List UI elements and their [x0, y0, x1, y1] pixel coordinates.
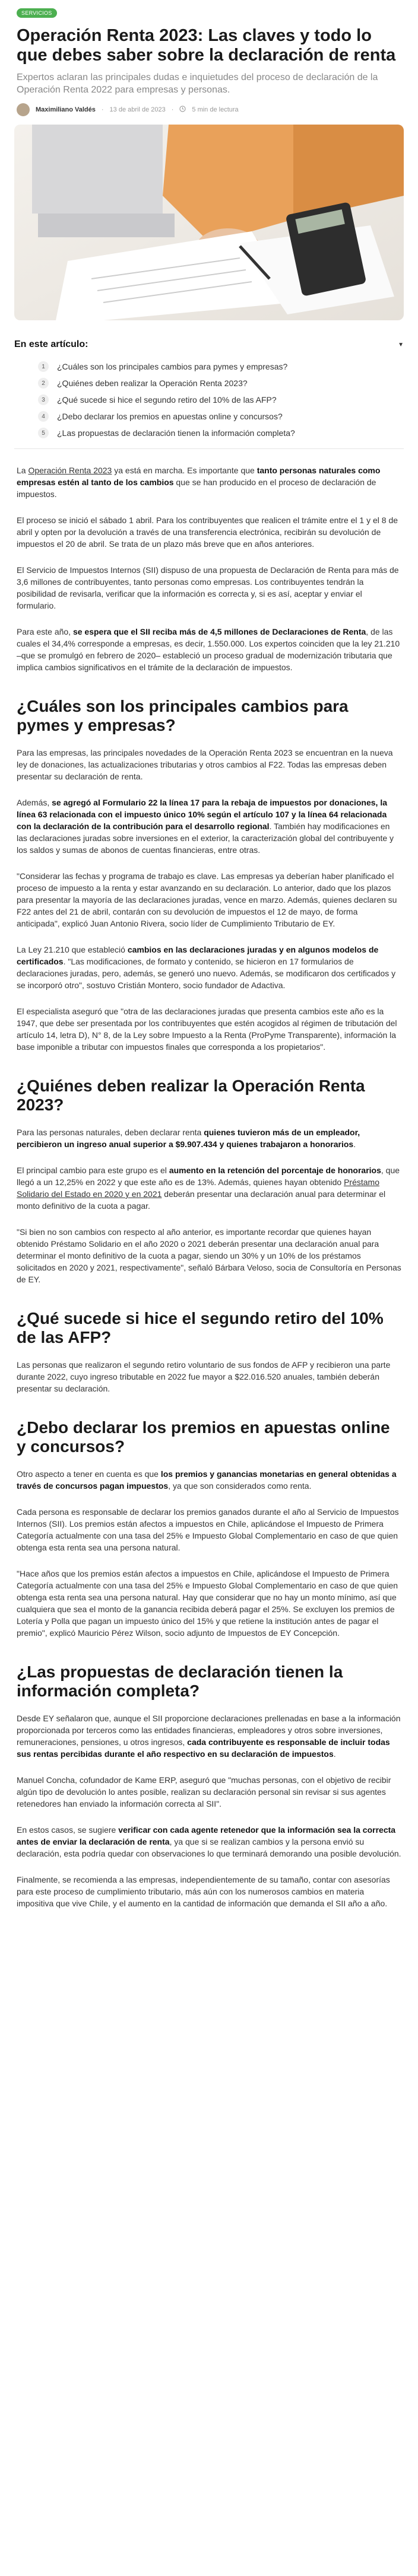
- toc-item-label: ¿Quiénes deben realizar la Operación Renta 2023?: [57, 378, 248, 388]
- toc-item-label: ¿Debo declarar los premios en apuestas online y concursos?: [57, 412, 283, 421]
- chevron-down-icon[interactable]: ▼: [398, 341, 404, 348]
- author-avatar: [17, 103, 30, 116]
- toc-list: [14, 358, 404, 441]
- paragraph: Cada persona es responsable de declarar los premios ganados durante el año al Servicio de Impuestos Internos (SII). Los premios están afectos a impuestos en Chile, aplicándose el Impuesto de Primera Categoría actualmente con una tasa del 25% e Impuesto Global Complementario en caso de que quien obtenga esta renta sea una persona natural.: [17, 1507, 399, 1552]
- toc-number: 1: [38, 361, 49, 372]
- publish-date: 13 de abril de 2023: [109, 106, 166, 113]
- meta-separator: ·: [101, 106, 104, 113]
- toc-item[interactable]: [38, 358, 404, 375]
- article-title: Operación Renta 2023: Las claves y todo lo que debes saber sobre la declaración de renta: [17, 26, 396, 65]
- prestamo-solidario-link[interactable]: Préstamo Solidario del Estado en 2020 y en 2021: [17, 1177, 380, 1199]
- hero-image: [14, 125, 404, 320]
- paragraph: El Servicio de Impuestos Internos (SII) dispuso de una propuesta de Declaración de Renta para más de 3,6 millones de contribuyentes, tanto personas como empresas. Los contribuyentes tendrán la posibilidad de revisarla, verificar que la información es correcta y, si es así, aceptar y enviar el formulario.: [17, 565, 399, 610]
- section-heading: ¿Qué sucede si hice el segundo retiro del 10% de las AFP?: [17, 1309, 384, 1346]
- paragraph: Para las empresas, las principales novedades de la Operación Renta 2023 se encuentran en la nueva ley de donaciones, las actualizaciones tributarias y otros cambios al F22. Todas las empresas deben presentar su declaración de renta.: [17, 748, 393, 781]
- paragraph: El especialista aseguró que "otra de las declaraciones juradas que presenta cambios este año es la 1947, que debe ser presentada por los contribuyentes que estén acogidos al régimen de tributación del artículo 14, letra D), N° 8, de la Ley sobre Impuesto a la Renta (ProPyme Transparente), información la base imponible a tributar con impuestos finales que corresponda a los propietarios".: [17, 1007, 397, 1052]
- toc-number: 3: [38, 394, 49, 405]
- table-of-contents: [14, 336, 404, 449]
- section-heading: ¿Quiénes deben realizar la Operación Renta 2023?: [17, 1077, 365, 1114]
- toc-item[interactable]: [38, 375, 404, 391]
- toc-item-label: ¿Las propuestas de declaración tienen la información completa?: [57, 428, 295, 438]
- meta-separator: ·: [171, 106, 174, 113]
- paragraph: El proceso se inició el sábado 1 abril. Para los contribuyentes que realicen el trámite entre el 1 y el 8 de abril y opten por la devolución a través de una transferencia electrónica, recibirán su devolución de impuestos el 20 de abril. Se trata de un plazo más breve que en años anteriores.: [17, 515, 398, 549]
- toc-item[interactable]: [38, 425, 404, 441]
- paragraph: "Considerar las fechas y programa de trabajo es clave. Las empresas ya deberían haber planificado el proceso de impuesto a la renta y estar avanzando en su declaración. Lo anterior, dado que los plazos para presentar la mayoría de las declaraciones juradas, vence en marzo. Además, quienes declaren su F22 antes del 21 de abril, contarán con su devolución de impuestos el 12 de mayo, de forma anticipada", explicó Juan Antonio Rivera, socio líder de Cumplimiento Tributario de EY.: [17, 871, 397, 928]
- divider: [14, 448, 404, 449]
- toc-item[interactable]: [38, 408, 404, 425]
- renta-link[interactable]: Operación Renta 2023: [28, 466, 112, 475]
- paragraph: Para las personas naturales, deben declarar renta quienes tuvieron más de un empleador, percibieron un ingreso anual superior a $9.907.434 y quienes trabajaron a honorarios.: [17, 1128, 360, 1149]
- paragraph: La Ley 21.210 que estableció cambios en las declaraciones juradas y en algunos modelos de certificados. "Las modificaciones, de formato y contenido, se hicieron en 17 formularios de declaraciones juradas, pero, además, se generó uno nuevo. Además, se modificaron dos certificados y se incorporó otro", sostuvo Cristián Montero, socio fundador de Adactiva.: [17, 945, 396, 990]
- paragraph: Además, se agregó al Formulario 22 la línea 17 para la rebaja de impuestos por donaciones, la línea 63 relacionada con el impuesto único 10% según el artículo 107 y la línea 64 relacionada con la declaración de la contribución para el desarrollo regional. También hay modificaciones en las declaraciones juradas sobre inversiones en el exterior, la caracterización global del contribuyente y los saldos y sumas de abonos de cuentas financieras, entre otras.: [17, 798, 394, 855]
- toc-item[interactable]: [38, 391, 404, 408]
- paragraph: Para este año, se espera que el SII reciba más de 4,5 millones de Declaraciones de Renta, de las cuales el 34,4% corresponde a empresas, es decir, 1.550.000. Los expertos coinciden que la ley 21.210 –que se promulgó en febrero de 2020– estableció un proceso gradual de modernización tributaria que implica cambios significativos en el trámite de la declaración de impuestos.: [17, 627, 400, 672]
- section-heading: ¿Las propuestas de declaración tienen la información completa?: [17, 1663, 343, 1700]
- paragraph: Las personas que realizaron el segundo retiro voluntario de sus fondos de AFP y recibieron una parte durante 2022, cuyo ingreso tributable en 2022 fue mayor a $22.016.520 anuales, también deberán presentar su declaración.: [17, 1360, 391, 1393]
- paragraph: Otro aspecto a tener en cuenta es que los premios y ganancias monetarias en general obtenidas a través de concursos pagan impuestos, ya que son considerados como renta.: [17, 1469, 397, 1491]
- article-meta: [17, 103, 401, 116]
- author-name[interactable]: Maximiliano Valdés: [36, 106, 96, 113]
- clock-icon: [179, 106, 186, 114]
- toc-item-label: ¿Qué sucede si hice el segundo retiro del 10% de las AFP?: [57, 395, 277, 405]
- paragraph: "Hace años que los premios están afectos a impuestos en Chile, aplicándose el Impuesto de Primera Categoría actualmente con una tasa del 25% e Impuesto Global Complementario en caso de que quien obtenga esta renta sea una persona natural. Hay que considerar que no hay un monto mínimo, así que cualquiera que sea el monto de la ganancia recibida deberá pagar el 25%. Se excluyen los premios de Lotería y Polla que pagan un impuesto único del 15% y que retiene la institución antes de pagar el premio", explicó Mauricio Pérez Wilson, socio adjunto de Impuestos de EY Concepción.: [17, 1569, 398, 1638]
- toc-title: En este artículo:: [14, 339, 88, 349]
- paragraph: "Si bien no son cambios con respecto al año anterior, es importante recordar que quienes hayan obtenido Préstamo Solidario en el año 2020 o 2021 deberán presentar una declaración anual para determinar el monto definitivo de la cuota a pagar, siendo un 30% y un 10% de los préstamos solicitados en 2020 y 2021, respectivamente", señaló Bárbara Veloso, socia de Consultoría en Personas de EY.: [17, 1227, 401, 1284]
- read-time: 5 min de lectura: [192, 106, 239, 113]
- toc-number: 5: [38, 428, 49, 438]
- category-tag[interactable]: SERVICIOS: [17, 8, 57, 18]
- paragraph: El principal cambio para este grupo es el aumento en la retención del porcentaje de honorarios, que llegó a un 12,25% en 2022 y que este año es de 13%. Además, quienes hayan obtenido Préstamo Solidario del Estado en 2020 y en 2021 deberán presentar una declaración anual para determinar el monto definitivo de la cuota a pagar.: [17, 1166, 400, 1211]
- section-heading: ¿Cuáles son los principales cambios para pymes y empresas?: [17, 697, 349, 734]
- paragraph: Finalmente, se recomienda a las empresas, independientemente de su tamaño, contar con asesorías para este proceso de cumplimiento tributario, más aún con los numerosos cambios en materia impositiva que vive Chile, y el aumento en la cantidad de información que demanda el SII año a año.: [17, 1875, 390, 1908]
- paragraph: Desde EY señalaron que, aunque el SII proporcione declaraciones prellenadas en base a la información proporcionada por terceros como las entidades financieras, empleadores y otros sobre inversiones, remuneraciones, pensiones, u otros ingresos, cada contribuyente es responsable de incluir todas sus rentas percibidas durante el año respectivo en su declaración de impuestos.: [17, 1714, 401, 1759]
- paragraph: La Operación Renta 2023 ya está en marcha. Es importante que tanto personas naturales como empresas estén al tanto de los cambios que se han producido en el proceso de declaración de impuestos.: [17, 466, 381, 499]
- toc-number: 2: [38, 378, 49, 389]
- article-subtitle: Expertos aclaran las principales dudas e inquietudes del proceso de declaración de la Operación Renta 2022 para empresas y personas.: [17, 72, 378, 95]
- paragraph: En estos casos, se sugiere verificar con cada agente retenedor que la información sea la correcta antes de enviar la declaración de renta, ya que si se realizan cambios y la persona envió su declaración, esta podría quedar con observaciones lo que terminará demorando una posible devolución.: [17, 1825, 401, 1858]
- paragraph: Manuel Concha, cofundador de Kame ERP, aseguró que "muchas personas, con el objetivo de recibir algún tipo de devolución lo antes posible, realizan su declaración personal sin revisar si sus agentes retenedores han enviado la información correcta al SII".: [17, 1775, 391, 1808]
- toc-header[interactable]: [14, 336, 404, 358]
- toc-number: 4: [38, 411, 49, 422]
- section-heading: ¿Debo declarar los premios en apuestas online y concursos?: [17, 1418, 390, 1456]
- toc-item-label: ¿Cuáles son los principales cambios para pymes y empresas?: [57, 362, 288, 371]
